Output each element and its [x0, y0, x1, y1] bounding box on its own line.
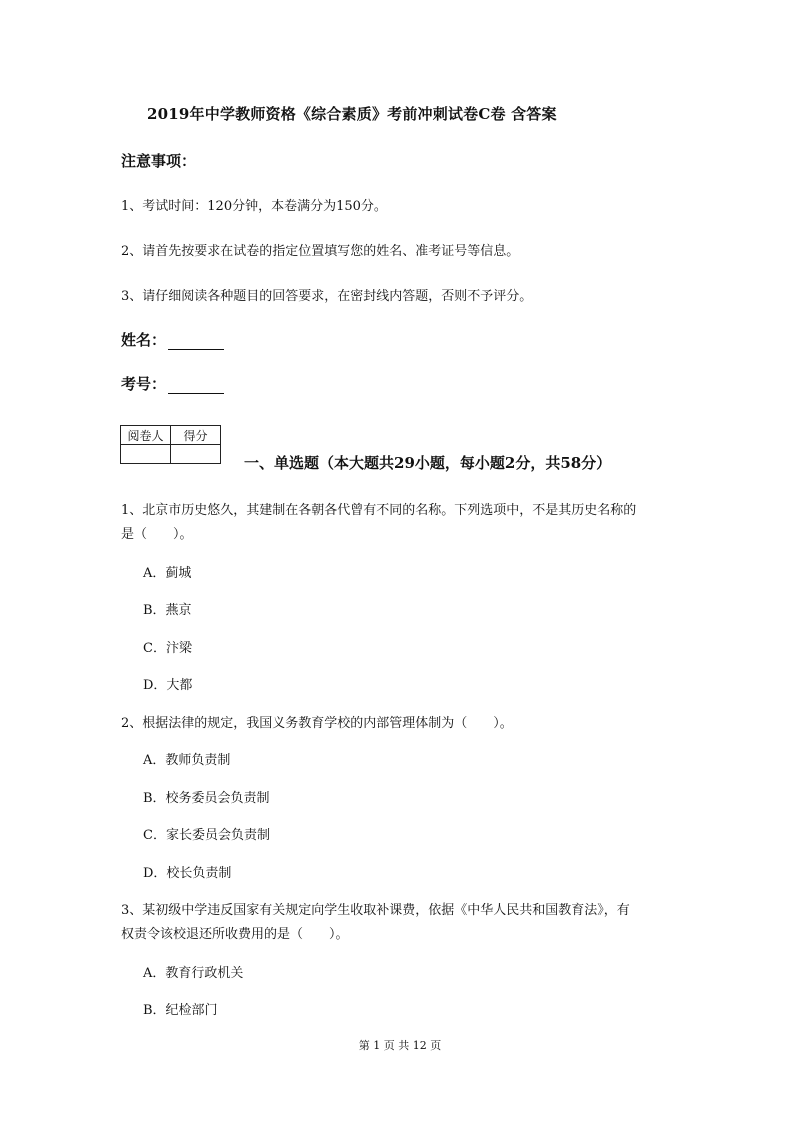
option: B．校务委员会负责制 — [143, 791, 270, 806]
question-text: 是（ ）。 — [121, 527, 193, 542]
question-text: 权责令该校退还所收费用的是（ ）。 — [121, 927, 349, 942]
question-text: 3、某初级中学违反国家有关规定向学生收取补课费，依据《中华人民共和国教育法》，有 — [121, 903, 630, 918]
page-footer: 第 1 页 共 12 页 — [358, 1039, 442, 1052]
option: D．大都 — [143, 678, 193, 693]
option: A．教育行政机关 — [143, 966, 244, 981]
notice-item: 1、考试时间：120分钟，本卷满分为150分。 — [121, 199, 387, 214]
exam-id-blank[interactable] — [168, 379, 224, 394]
name-label: 姓名： — [121, 331, 167, 349]
grader-header: 阅卷人 — [121, 426, 171, 445]
grader-cell[interactable] — [121, 445, 171, 464]
exam-id-label: 考号： — [121, 375, 167, 393]
option: C．汴梁 — [143, 641, 192, 656]
question-text: 1、北京市历史悠久，其建制在各朝各代曾有不同的名称。下列选项中，不是其历史名称的 — [121, 503, 637, 518]
option: B．燕京 — [143, 603, 192, 618]
score-cell[interactable] — [171, 445, 221, 464]
question-text: 2、根据法律的规定，我国义务教育学校的内部管理体制为（ ）。 — [121, 716, 513, 731]
option: B．纪检部门 — [143, 1003, 218, 1018]
exam-id-field — [121, 373, 224, 394]
option: A．教师负责制 — [143, 753, 231, 768]
option: A．蓟城 — [143, 566, 192, 581]
section-heading: 一、单选题（本大题共29小题，每小题2分，共58分） — [244, 454, 612, 472]
score-table — [120, 425, 221, 464]
name-blank[interactable] — [168, 335, 224, 350]
notice-item: 3、请仔细阅读各种题目的回答要求，在密封线内答题，否则不予评分。 — [121, 289, 533, 304]
name-field — [121, 329, 224, 350]
document-title: 2019年中学教师资格《综合素质》考前冲刺试卷C卷 含答案 — [147, 105, 557, 123]
option: C．家长委员会负责制 — [143, 828, 270, 843]
notice-heading: 注意事项： — [121, 152, 197, 170]
option: D．校长负责制 — [143, 866, 232, 881]
score-header: 得分 — [171, 426, 221, 445]
notice-item: 2、请首先按要求在试卷的指定位置填写您的姓名、准考证号等信息。 — [121, 244, 520, 259]
